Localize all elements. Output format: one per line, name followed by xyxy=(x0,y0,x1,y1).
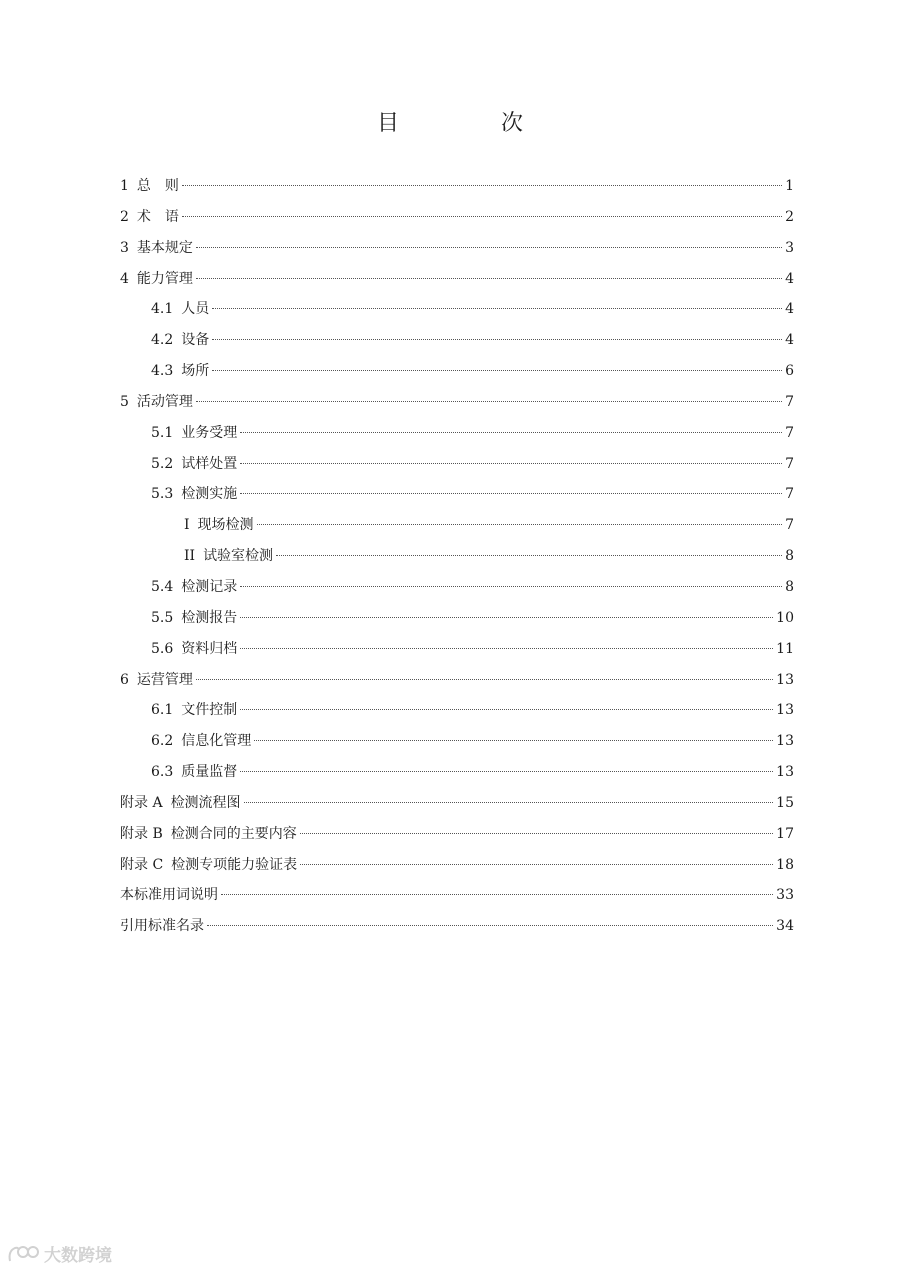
toc-entry-number: 4 xyxy=(120,270,129,287)
toc-entry[interactable] xyxy=(120,449,794,480)
toc-entry[interactable] xyxy=(120,233,794,264)
toc-entry-page: 17 xyxy=(776,825,794,842)
toc-entry-label: 检测报告 xyxy=(181,609,238,626)
toc-dot-leader xyxy=(300,833,773,834)
toc-dot-leader xyxy=(257,524,783,525)
toc-entry-label: 能力管理 xyxy=(136,270,193,287)
watermark-text: 大数跨境 xyxy=(44,1246,112,1266)
toc-entry-page: 3 xyxy=(785,239,794,256)
toc-entry-label: 检测实施 xyxy=(181,486,238,503)
toc-entry-page: 18 xyxy=(776,856,794,873)
toc-entry-label: 术 语 xyxy=(136,208,179,225)
toc-entry[interactable] xyxy=(120,665,794,696)
toc-entry[interactable] xyxy=(120,387,794,418)
toc-entry-number: 4.1 xyxy=(151,301,174,318)
toc-entry-label: 资料归档 xyxy=(181,640,238,657)
toc-entry-label: 现场检测 xyxy=(197,517,254,534)
toc-dot-leader xyxy=(196,278,782,279)
toc-dot-leader xyxy=(244,802,774,803)
toc-entry-page: 1 xyxy=(785,178,794,194)
toc-dot-leader xyxy=(212,370,782,371)
toc-entry-label: 场所 xyxy=(181,363,210,380)
toc-dot-leader xyxy=(276,555,782,556)
toc-dot-leader xyxy=(207,925,773,926)
toc-entry-label: 基本规定 xyxy=(136,239,193,256)
toc-dot-leader xyxy=(212,308,782,309)
watermark xyxy=(6,1241,112,1266)
table-of-contents xyxy=(120,171,794,942)
toc-entry-page: 13 xyxy=(776,702,794,719)
toc-entry-label: 总 则 xyxy=(136,178,179,194)
toc-entry-label: 运营管理 xyxy=(136,671,193,688)
toc-entry-number: 2 xyxy=(120,208,129,225)
toc-entry-page: 10 xyxy=(776,609,794,626)
toc-entry-number: 5.5 xyxy=(151,609,174,626)
toc-entry-page: 6 xyxy=(785,363,794,380)
toc-entry-number: II xyxy=(184,548,196,565)
toc-entry[interactable] xyxy=(120,356,794,387)
toc-entry-page: 15 xyxy=(776,794,794,811)
toc-entry-page: 11 xyxy=(776,640,794,657)
toc-entry[interactable] xyxy=(120,510,794,541)
toc-entry-label: 文件控制 xyxy=(181,702,238,719)
toc-entry-number: 4.3 xyxy=(151,363,174,380)
toc-entry-page: 13 xyxy=(776,733,794,750)
toc-entry-label: 活动管理 xyxy=(136,393,193,410)
toc-dot-leader xyxy=(240,648,773,649)
toc-entry-number: 6.2 xyxy=(151,733,174,750)
toc-entry-label: 检测专项能力验证表 xyxy=(171,856,298,873)
toc-entry-label: 设备 xyxy=(181,332,210,349)
toc-entry[interactable] xyxy=(120,294,794,325)
toc-entry-label: 检测记录 xyxy=(181,578,238,595)
toc-entry[interactable] xyxy=(120,850,794,881)
toc-entry[interactable] xyxy=(120,171,794,202)
toc-entry-label: 人员 xyxy=(181,301,210,318)
toc-entry[interactable] xyxy=(120,325,794,356)
toc-entry[interactable] xyxy=(120,572,794,603)
toc-entry-number: 附录 B xyxy=(120,825,163,842)
toc-dot-leader xyxy=(240,709,773,710)
toc-entry-page: 7 xyxy=(785,486,794,503)
toc-entry-label: 本标准用词说明 xyxy=(120,887,218,904)
toc-entry[interactable] xyxy=(120,880,794,911)
toc-entry-label: 业务受理 xyxy=(181,424,238,441)
toc-entry[interactable] xyxy=(120,202,794,233)
toc-entry-number: 6.1 xyxy=(151,702,174,719)
toc-dot-leader xyxy=(254,740,773,741)
toc-entry-label: 信息化管理 xyxy=(181,733,252,750)
toc-dot-leader xyxy=(182,185,782,186)
toc-entry[interactable] xyxy=(120,819,794,850)
toc-dot-leader xyxy=(240,463,782,464)
toc-entry-page: 34 xyxy=(776,918,794,935)
toc-entry-number: 1 xyxy=(120,178,129,194)
toc-entry-number: 6 xyxy=(120,671,129,688)
toc-entry-page: 7 xyxy=(785,424,794,441)
toc-entry-page: 7 xyxy=(785,393,794,410)
toc-entry-number: 5.2 xyxy=(151,455,174,472)
toc-entry-number: I xyxy=(184,517,190,534)
toc-entry[interactable] xyxy=(120,264,794,295)
toc-entry[interactable] xyxy=(120,541,794,572)
toc-entry-page: 7 xyxy=(785,517,794,534)
toc-entry[interactable] xyxy=(120,726,794,757)
toc-dot-leader xyxy=(182,216,782,217)
toc-entry-page: 8 xyxy=(785,548,794,565)
toc-dot-leader xyxy=(240,586,782,587)
toc-entry-page: 2 xyxy=(785,208,794,225)
toc-dot-leader xyxy=(240,493,782,494)
toc-dot-leader xyxy=(240,617,773,618)
toc-dot-leader xyxy=(196,401,782,402)
toc-entry-page: 4 xyxy=(785,270,794,287)
toc-entry[interactable] xyxy=(120,479,794,510)
toc-entry[interactable] xyxy=(120,757,794,788)
toc-entry-number: 5.6 xyxy=(151,640,174,657)
toc-dot-leader xyxy=(196,247,782,248)
toc-entry-label: 检测合同的主要内容 xyxy=(170,825,297,842)
toc-entry-page: 13 xyxy=(776,764,794,781)
toc-entry[interactable] xyxy=(120,634,794,665)
toc-entry-page: 7 xyxy=(785,455,794,472)
toc-dot-leader xyxy=(196,679,773,680)
toc-entry-number: 5.1 xyxy=(151,424,174,441)
toc-entry-number: 5.3 xyxy=(151,486,174,503)
toc-entry-number: 6.3 xyxy=(151,764,174,781)
toc-entry-label: 引用标准名录 xyxy=(120,918,204,935)
bubble-logo-icon xyxy=(6,1243,40,1265)
toc-entry-page: 8 xyxy=(785,578,794,595)
toc-entry-label: 检测流程图 xyxy=(170,794,241,811)
toc-entry[interactable] xyxy=(120,695,794,726)
toc-entry-page: 13 xyxy=(776,671,794,688)
page-title: 目 次 xyxy=(376,111,563,136)
toc-entry[interactable] xyxy=(120,418,794,449)
toc-entry[interactable] xyxy=(120,603,794,634)
toc-dot-leader xyxy=(240,432,782,433)
toc-entry[interactable] xyxy=(120,788,794,819)
toc-entry-page: 33 xyxy=(776,887,794,904)
toc-entry-label: 试验室检测 xyxy=(203,548,274,565)
toc-entry-number: 附录 A xyxy=(120,794,163,811)
toc-entry[interactable] xyxy=(120,911,794,942)
toc-dot-leader xyxy=(240,771,773,772)
toc-entry-number: 附录 C xyxy=(120,856,164,873)
toc-entry-page: 4 xyxy=(785,301,794,318)
toc-entry-number: 4.2 xyxy=(151,332,174,349)
toc-entry-label: 试样处置 xyxy=(181,455,238,472)
toc-entry-number: 5 xyxy=(120,393,129,410)
toc-entry-number: 3 xyxy=(120,239,129,256)
toc-entry-label: 质量监督 xyxy=(181,764,238,781)
toc-dot-leader xyxy=(221,894,773,895)
toc-entry-number: 5.4 xyxy=(151,578,174,595)
toc-entry-page: 4 xyxy=(785,332,794,349)
toc-dot-leader xyxy=(300,864,773,865)
toc-dot-leader xyxy=(212,339,782,340)
